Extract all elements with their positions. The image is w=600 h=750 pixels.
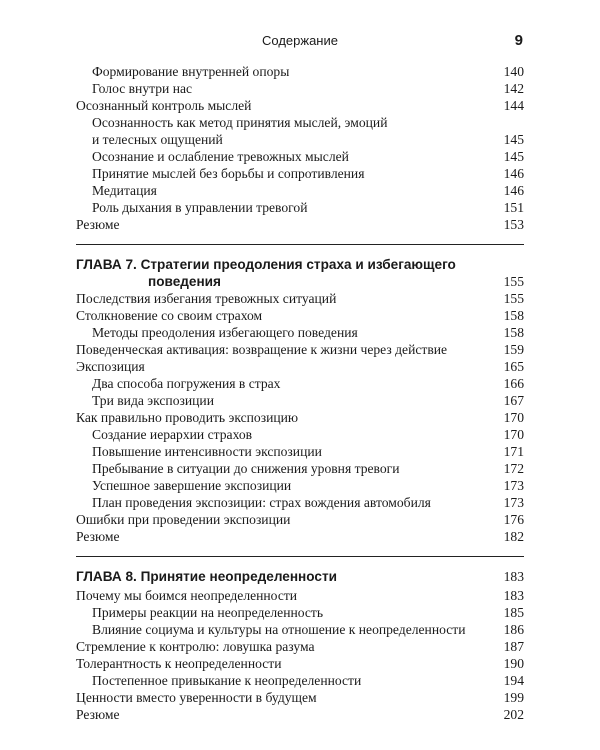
toc-entry	[76, 672, 524, 689]
toc-entry-title: Медитация	[92, 183, 157, 198]
toc-entry-title: Резюме	[76, 707, 120, 722]
toc-entry-page: 158	[503, 325, 524, 340]
toc-entry-title: Ошибки при проведении экспозиции	[76, 512, 291, 527]
toc-entry-title: Последствия избегания тревожных ситуаций	[76, 291, 337, 306]
toc-entry-title: Толерантность к неопределенности	[76, 656, 282, 671]
running-header	[0, 33, 600, 53]
toc-entry-title: Пребывание в ситуации до снижения уровня тревоги	[92, 461, 400, 476]
toc-entry-page: 170	[503, 410, 524, 425]
toc-entry-title: Роль дыхания в управлении тревогой	[92, 200, 308, 215]
toc-entry-title: Влияние социума и культуры на отношение к неопределенности	[92, 622, 466, 637]
toc-entry-title-line2: и телесных ощущений	[92, 132, 223, 147]
toc-entry	[76, 604, 524, 621]
toc-entry-title: Успешное завершение экспозиции	[92, 478, 292, 493]
toc-entry-title: Столкновение со своим страхом	[76, 308, 263, 323]
toc-entry	[76, 375, 524, 392]
toc-entry-title: Почему мы боимся неопределенности	[76, 588, 298, 603]
chapter-title-line2: поведения	[148, 274, 221, 289]
toc-entry-title: Методы преодоления избегающего поведения	[92, 325, 358, 340]
toc-entry-page: 146	[503, 166, 524, 181]
chapter-page: 155	[503, 274, 524, 289]
toc-entry-page: 155	[503, 291, 524, 306]
toc-entry	[76, 409, 524, 426]
toc-entry-page: 182	[503, 529, 524, 544]
toc-entry	[76, 341, 524, 358]
toc-entry-title: Резюме	[76, 529, 120, 544]
toc-entry-page: 158	[503, 308, 524, 323]
toc-entry-title: Примеры реакции на неопределенность	[92, 605, 324, 620]
toc-entry	[76, 477, 524, 494]
toc-entry	[76, 621, 524, 638]
toc-entry	[76, 97, 524, 114]
toc-entry-title: Резюме	[76, 217, 120, 232]
toc-entry-page: 145	[503, 132, 524, 147]
chapter-divider	[76, 244, 524, 245]
toc-entry-page: 167	[503, 393, 524, 408]
toc-entry-title: Постепенное привыкание к неопределенности	[92, 673, 362, 688]
toc-entry-page: 170	[503, 427, 524, 442]
toc-entry-title-line1: Осознанность как метод принятия мыслей, эмоций	[92, 115, 388, 130]
toc-entry-title: Принятие мыслей без борьбы и сопротивления	[92, 166, 365, 181]
toc-entry	[76, 324, 524, 341]
toc-entry-page: 172	[503, 461, 524, 476]
toc-entry	[76, 494, 524, 511]
table-of-contents	[76, 63, 524, 723]
toc-entry	[76, 460, 524, 477]
toc-entry-page: 145	[503, 149, 524, 164]
chapter-divider	[76, 556, 524, 557]
toc-entry	[76, 80, 524, 97]
toc-entry-page: 202	[503, 707, 524, 722]
toc-entry-title: Осознание и ослабление тревожных мыслей	[92, 149, 349, 164]
toc-entry-page: 194	[503, 673, 524, 688]
toc-entry-page: 186	[503, 622, 524, 637]
chapter-title-line1: ГЛАВА 7. Стратегии преодоления страха и избегающего	[76, 257, 456, 272]
toc-entry-title: Два способа погружения в страх	[92, 376, 281, 391]
toc-entry-title: Стремление к контролю: ловушка разума	[76, 639, 315, 654]
toc-entry-title: План проведения экспозиции: страх вождения автомобиля	[92, 495, 431, 510]
toc-entry-page: 176	[503, 512, 524, 527]
toc-entry-page: 153	[503, 217, 524, 232]
toc-entry-title: Голос внутри нас	[92, 81, 193, 96]
toc-entry	[76, 165, 524, 182]
toc-entry-title: Формирование внутренней опоры	[92, 64, 290, 79]
chapter-title: ГЛАВА 8. Принятие неопределенности	[76, 569, 337, 584]
toc-entry-page: 151	[503, 200, 524, 215]
toc-entry-title: Осознанный контроль мыслей	[76, 98, 252, 113]
toc-entry-page: 159	[503, 342, 524, 357]
toc-entry	[76, 392, 524, 409]
toc-entry-page: 183	[503, 588, 524, 603]
toc-entry	[76, 689, 524, 706]
toc-entry-title: Поведенческая активация: возвращение к жизни через действие	[76, 342, 448, 357]
toc-entry	[76, 199, 524, 216]
toc-entry-page: 171	[503, 444, 524, 459]
toc-entry	[76, 216, 524, 233]
toc-entry	[76, 358, 524, 375]
chapter-heading	[76, 256, 524, 290]
toc-entry	[76, 528, 524, 545]
toc-entry-page: 166	[503, 376, 524, 391]
toc-entry	[76, 182, 524, 199]
toc-entry	[76, 148, 524, 165]
toc-entry	[76, 63, 524, 80]
toc-entry	[76, 290, 524, 307]
toc-entry-title: Ценности вместо уверенности в будущем	[76, 690, 317, 705]
toc-entry-page: 190	[503, 656, 524, 671]
toc-entry	[76, 307, 524, 324]
toc-entry-title: Повышение интенсивности экспозиции	[92, 444, 322, 459]
toc-entry	[76, 511, 524, 528]
chapter-page: 183	[503, 569, 524, 584]
toc-entry-page: 165	[503, 359, 524, 374]
toc-entry-page: 142	[503, 81, 524, 96]
toc-entry-page: 185	[503, 605, 524, 620]
toc-entry-page: 199	[503, 690, 524, 705]
toc-entry	[76, 443, 524, 460]
toc-entry-page: 173	[503, 495, 524, 510]
toc-entry-page: 173	[503, 478, 524, 493]
toc-entry	[76, 114, 524, 148]
toc-entry-page: 187	[503, 639, 524, 654]
toc-entry	[76, 638, 524, 655]
toc-entry-title: Как правильно проводить экспозицию	[76, 410, 299, 425]
toc-entry	[76, 426, 524, 443]
toc-entry-title: Экспозиция	[76, 359, 145, 374]
chapter-heading	[76, 568, 524, 585]
running-title: Содержание	[262, 33, 338, 48]
toc-entry-title: Три вида экспозиции	[92, 393, 214, 408]
page-number: 9	[514, 32, 523, 49]
toc-entry-page: 144	[503, 98, 524, 113]
toc-entry-title: Создание иерархии страхов	[92, 427, 253, 442]
toc-entry	[76, 587, 524, 604]
toc-entry-page: 140	[503, 64, 524, 79]
toc-entry-page: 146	[503, 183, 524, 198]
toc-entry	[76, 655, 524, 672]
toc-entry	[76, 706, 524, 723]
